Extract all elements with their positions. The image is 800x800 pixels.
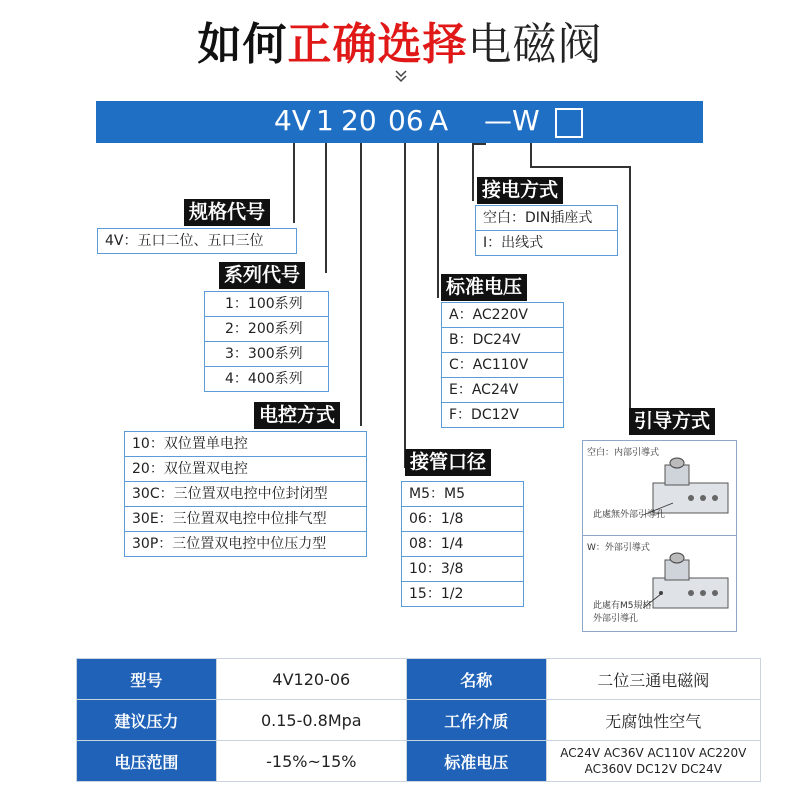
title-part3: 电磁阀: [467, 19, 603, 70]
title-part2: 正确选择: [287, 19, 468, 70]
table-cell: -15%~15%: [216, 741, 406, 782]
fig2-note-line2: 外部引導孔: [593, 614, 639, 624]
connector-line: [530, 143, 532, 167]
option-row: 08：1/4: [402, 532, 523, 557]
connector-line: [293, 143, 295, 223]
connector-line: [472, 143, 486, 145]
internal-pilot-figure: [583, 441, 736, 535]
model-code-bar: [96, 101, 703, 143]
connector-line: [629, 166, 631, 422]
option-row: 20：双位置双电控: [125, 457, 366, 482]
series-code-options: [204, 291, 329, 392]
voltage-label: 标准电压: [441, 274, 527, 301]
spec-code-label: 规格代号: [184, 199, 270, 226]
control-options: [124, 431, 367, 557]
option-row: 1：100系列: [205, 292, 328, 317]
table-cell: 4V120-06: [216, 659, 406, 700]
connector-line: [404, 143, 406, 468]
option-row: 15：1/2: [409, 586, 464, 602]
spec-code-options: [97, 228, 297, 254]
page-title: [0, 8, 800, 72]
table-header-cell: 工作介质: [406, 700, 546, 741]
external-pilot-figure: [583, 536, 736, 630]
table-cell: 二位三通电磁阀: [546, 659, 760, 700]
option-row: M5：M5: [402, 482, 523, 507]
connector-line: [325, 143, 327, 273]
option-row: 2：200系列: [205, 317, 328, 342]
wiring-options: [475, 205, 618, 256]
title-part1: 如何: [197, 19, 288, 70]
option-row: I：出线式: [483, 235, 544, 251]
double-chevron-down-icon: [393, 68, 409, 86]
code-seg-type: 4V: [274, 104, 311, 137]
fig2-caption: W：外部引導式: [587, 543, 650, 553]
port-options: [401, 481, 524, 607]
option-row: 3：300系列: [205, 342, 328, 367]
voltage-list-line2: AC360V DC12V DC24V: [584, 762, 722, 776]
voltage-list-line1: AC24V AC36V AC110V AC220V: [560, 746, 747, 760]
table-row: [77, 659, 761, 700]
table-header-cell: 标准电压: [406, 741, 546, 782]
table-header-cell: 型号: [77, 659, 217, 700]
option-row: C：AC110V: [442, 353, 563, 378]
table-row: [77, 741, 761, 782]
table-header-cell: 建议压力: [77, 700, 217, 741]
port-label: 接管口径: [405, 449, 491, 476]
fig2-note-line1: 此處有M5規格: [593, 601, 652, 611]
option-row: 4：400系列: [225, 371, 303, 387]
control-label: 电控方式: [254, 402, 340, 429]
spec-table: [76, 658, 761, 782]
pilot-figure-panel: [582, 440, 737, 632]
code-seg-wiring-box: [555, 108, 583, 138]
option-row: 空白：DIN插座式: [476, 206, 617, 231]
table-header-cell: 电压范围: [77, 741, 217, 782]
option-row: A：AC220V: [442, 303, 563, 328]
valve-illustration-external: [643, 548, 733, 623]
voltage-options: [441, 302, 564, 428]
fig1-note: 此處無外部引導孔: [593, 510, 666, 520]
option-row: E：AC24V: [442, 378, 563, 403]
code-seg-series: 1: [316, 104, 334, 137]
connector-line: [437, 143, 439, 298]
option-row: 30C：三位置双电控中位封闭型: [125, 482, 366, 507]
connector-line: [472, 143, 474, 201]
table-cell: [546, 741, 760, 782]
option-row: 30P：三位置双电控中位压力型: [132, 536, 327, 552]
fig1-caption: 空白：内部引導式: [587, 448, 660, 458]
option-row: 30E：三位置双电控中位排气型: [125, 507, 366, 532]
code-seg-pilot: —W: [484, 104, 540, 137]
connector-line: [530, 166, 630, 168]
option-row: F：DC12V: [449, 407, 519, 423]
pilot-label: 引导方式: [629, 408, 715, 435]
code-seg-voltage: A: [429, 104, 449, 137]
option-row: B：DC24V: [442, 328, 563, 353]
table-cell: 无腐蚀性空气: [546, 700, 760, 741]
code-seg-control: 20: [341, 104, 377, 137]
connector-line: [360, 143, 362, 426]
wiring-label: 接电方式: [477, 177, 563, 204]
table-cell: 0.15-0.8Mpa: [216, 700, 406, 741]
table-row: [77, 700, 761, 741]
series-code-label: 系列代号: [219, 262, 305, 289]
option-row: 10：3/8: [402, 557, 523, 582]
option-row: 10：双位置单电控: [125, 432, 366, 457]
table-header-cell: 名称: [406, 659, 546, 700]
option-row: 4V：五口二位、五口三位: [105, 233, 264, 249]
code-seg-port: 06: [388, 104, 424, 137]
option-row: 06：1/8: [402, 507, 523, 532]
